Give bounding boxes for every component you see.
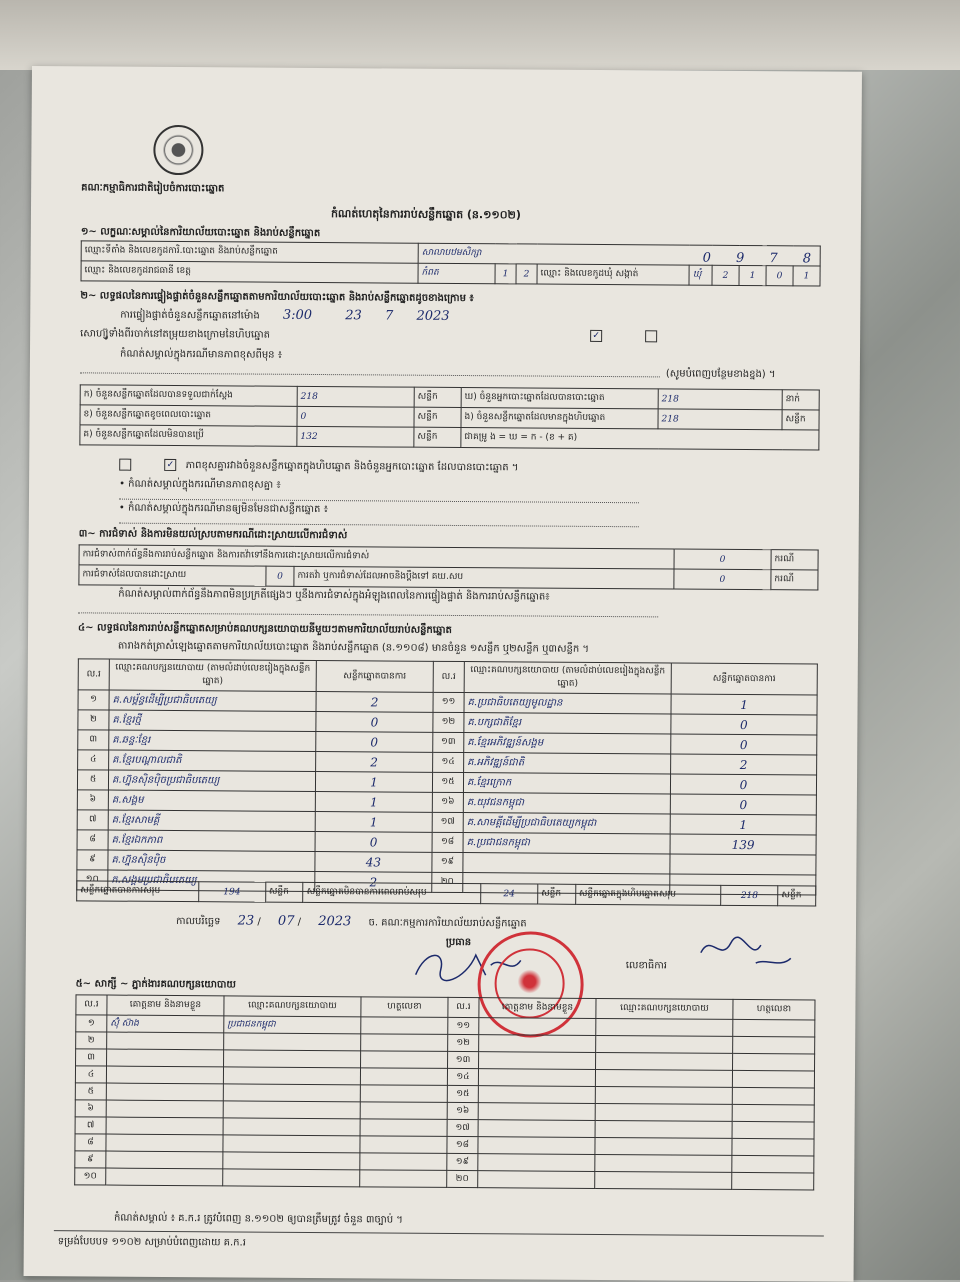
witness-signature (360, 1170, 447, 1188)
section3-note-line (78, 612, 658, 617)
party-name: គ.ប្រជាជនកម្ពុជា (463, 833, 670, 854)
witness-party (595, 1154, 732, 1172)
section2-intro (120, 309, 459, 324)
section1-title: ១~ លក្ខណៈសម្គាល់នៃការិយាល័យបោះឆ្នោត និងរាប់សន្លឹកឆ្នោត (80, 226, 321, 240)
section4-intro: តារាងកត់ត្រាសំឡេងឆ្នោតតាមការិយាល័យបោះឆ្នោត និងរាប់សន្លឹកឆ្នោត (ន.១១០៨) មានចំនួន ១សន្លឹក ឬ២សន្លឹក ឬ៣សន្លឹក ។ (117, 640, 590, 655)
witness-signature (360, 1085, 447, 1103)
bullet2: • កំណត់សម្គាល់ក្នុងករណីមានឲ្យមិនមែនជាសន្លឹកឆ្នោត ៖ (118, 502, 329, 516)
fill-hint: (សូមបំពេញបន្ថែមខាងខ្នង) ។ (665, 368, 776, 381)
code-digit-3: 0 (766, 266, 793, 286)
w-col-party-left: ឈ្មោះគណបក្សនយោបាយ (224, 996, 361, 1017)
w-col-no-right: ល.រ (448, 997, 479, 1017)
row-b-label: ខ) ចំនួនសន្លឹកឆ្នោតខូចពេលបោះឆ្នោត (80, 405, 297, 427)
witness-party (223, 1135, 360, 1153)
party-votes: 2 (315, 871, 432, 892)
w-col-sign-right: ហត្ថលេខា (733, 999, 815, 1020)
witness-name (478, 1154, 595, 1172)
witness-signature (733, 1036, 815, 1054)
witness-name (106, 1134, 223, 1152)
witness-name (478, 1120, 595, 1138)
code-top-row (703, 247, 812, 267)
note-label: កំណត់សម្គាល់ក្នុងករណីមានភាពខុសពីមុន ៖ (119, 348, 283, 361)
party-name: គ.ខ្មែរបណ្ដាលជាតិ (109, 750, 316, 771)
row-c-label: គ) ចំនួនសន្លឹកឆ្នោតដែលមិនបានប្រើ (80, 425, 297, 447)
background-top (0, 0, 960, 70)
objection-row2-unit: ករណី (771, 570, 818, 590)
party-votes: 43 (315, 851, 432, 872)
witness-party (224, 1033, 361, 1051)
total-valid-value: 194 (198, 882, 265, 902)
code-top-2: 9 (735, 250, 745, 266)
code-digit-2: 1 (739, 265, 766, 285)
w-col-name-right: គោត្តនាម និងនាមខ្លួន (479, 998, 596, 1019)
witness-signature (360, 1102, 447, 1120)
witness-signature (360, 1136, 447, 1154)
witness-no: ៤ (75, 1066, 106, 1083)
party-name: គ.ហ្វ៊ុនស៊ិនប៉ិចប្រជាធិបតេយ្យ (108, 770, 315, 791)
party-votes: 0 (315, 831, 432, 852)
w-col-sign-left: ហត្ថលេខា (361, 997, 448, 1018)
party-votes: 2 (671, 754, 817, 775)
footer-note: កំណត់សម្គាល់ ៖ គ.ក.រ ត្រូវបំពេញ ន.១១០២ ឲ្យបានត្រឹមត្រូវ ចំនួន ៣ច្បាប់ ។ (113, 1212, 403, 1226)
witness-name (479, 1018, 596, 1036)
objection-table (78, 544, 818, 590)
witness-no: ១៨ (447, 1136, 478, 1153)
witness-no: ១០ (75, 1168, 106, 1185)
party-name: គ.អភិវឌ្ឍន៍ជាតិ (464, 753, 671, 774)
seal-diff-checkbox[interactable] (645, 330, 657, 342)
match-text: ភាពខុសគ្នារវាងចំនួនសន្លឹកឆ្នោតក្នុងហិបឆ្នោត និងចំនួនអ្នកបោះឆ្នោត ដែលបានបោះឆ្នោត ។ (185, 460, 519, 474)
witness-no: ១២ (448, 1034, 479, 1051)
row-e-label: ង) ចំនួនសន្លឹកឆ្នោតដែលមានក្នុងហិបឆ្នោត (461, 408, 658, 429)
witness-name (479, 1035, 596, 1053)
witness-no: ៧ (75, 1117, 106, 1134)
total-box-label: សន្លឹកឆ្នោតក្នុងហិបឆ្នោតសរុប (575, 884, 721, 905)
party-votes: 1 (315, 791, 432, 812)
witness-no: ១៩ (447, 1153, 478, 1170)
witness-signature (360, 1119, 447, 1137)
party-name: គ.បក្សជាតិខ្មែរ (464, 713, 671, 734)
witness-signature (732, 1070, 814, 1088)
party-no: ១៦ (432, 792, 463, 812)
witness-party (596, 1018, 733, 1036)
objection-row2-label: ការជំទាស់ដែលបានដោះស្រាយ (79, 565, 266, 586)
party-votes: 0 (316, 711, 433, 732)
witness-party (595, 1103, 732, 1121)
party-no: ៤ (78, 750, 109, 770)
witness-no: ៨ (75, 1134, 106, 1151)
party-no: ៨ (77, 830, 108, 850)
col-votes-right: សន្លឹកឆ្នោតបានការ (671, 663, 817, 695)
party-name: គ.ខ្មែរឯកភាព (108, 830, 315, 851)
objection-row1-label: ការជំទាស់ពាក់ព័ន្ធនឹងការរាប់សន្លឹកឆ្នោត និងការតវ៉ាទៅនឹងការដោះស្រាយលើការជំទាស់ (79, 545, 674, 569)
witness-party: ប្រជាជនកម្ពុជា (224, 1016, 361, 1034)
witness-name (107, 1049, 224, 1067)
witness-party (595, 1137, 732, 1155)
party-name: គ.ខ្មែរក្រោក (463, 773, 670, 794)
w-col-party-right: ឈ្មោះគណបក្សនយោបាយ (596, 998, 733, 1019)
total-valid-unit: សន្លឹក (265, 882, 303, 902)
col-no-left: ល.រ (78, 659, 109, 690)
row-e-value: 218 (658, 409, 782, 430)
chair-label: ប្រធាន (445, 936, 472, 949)
national-emblem-logo (153, 125, 203, 175)
total-valid-label: សន្លឹកឆ្នោតបានការសរុប (77, 881, 199, 902)
witness-table (74, 994, 815, 1190)
witness-signature (733, 1053, 815, 1071)
section3-title: ៣~ ការជំទាស់ និងការមិនយល់ស្របតាមករណីដោះស្រាយលើការជំទាស់ (78, 528, 348, 542)
party-no: ១៨ (432, 832, 463, 852)
party-name (463, 853, 670, 874)
section5-title: ៥~ សាក្សី ~ ភ្នាក់ងារគណបក្សនយោបាយ (75, 978, 236, 991)
row-d-unit: នាក់ (782, 390, 819, 410)
witness-no: ២ (76, 1032, 107, 1049)
intro-text: ការផ្ទៀងផ្ទាត់ចំនួនសន្លឹកឆ្នោតនៅម៉ោង (120, 309, 260, 322)
election-form-paper (24, 66, 862, 1282)
party-name: គ.ខ្មែរសាមគ្គី (108, 810, 315, 831)
witness-party (223, 1101, 360, 1119)
witness-no: ១៥ (447, 1085, 478, 1102)
row-a-value: 218 (297, 386, 414, 407)
section4-title: ៤~ លទ្ធផលនៃការរាប់សន្លឹកឆ្នោតសម្រាប់គណបក្សនយោបាយនីមួយៗតាមការិយាល័យរាប់សន្លឹកឆ្នោត (78, 622, 452, 636)
party-no: ១០ (77, 870, 108, 890)
witness-name (478, 1103, 595, 1121)
row-a-unit: សន្លឹក (414, 387, 461, 407)
year-value: 2023 (416, 308, 450, 324)
month-value: 7 (384, 308, 394, 324)
witness-party (223, 1169, 360, 1187)
party-no: ២០ (432, 872, 463, 892)
party-votes: 2 (316, 691, 433, 712)
total-box-unit: សន្លឹក (778, 886, 816, 906)
seal-checkboxes (590, 330, 657, 343)
witness-no: ៩ (75, 1151, 106, 1168)
witness-signature (361, 1034, 448, 1052)
party-name: គ.សាមគ្គីដើម្បីប្រជាធិបតេយ្យកម្ពុជា (463, 813, 670, 834)
date-month: 07 (277, 913, 295, 929)
witness-party (223, 1067, 360, 1085)
secretary-signature (696, 933, 796, 974)
province-code-1: 1 (495, 264, 516, 284)
party-votes: 1 (671, 694, 817, 715)
party-votes: 0 (670, 774, 816, 795)
col-votes-left: សន្លឹកឆ្នោតបានការ (316, 660, 433, 692)
witness-name (478, 1086, 595, 1104)
total-invalid-unit: សន្លឹក (538, 884, 576, 904)
party-votes (670, 854, 816, 875)
party-no: ១ (78, 690, 109, 710)
total-invalid-label: សន្លឹកឆ្នោតមិនបានការពេលរាប់សរុប (303, 882, 481, 903)
witness-name (478, 1171, 595, 1189)
col-party-left: ឈ្មោះគណបក្សនយោបាយ (តាមលំដាប់លេខរៀងក្នុងសន្លឹកឆ្នោត) (109, 659, 316, 691)
row-d-value: 218 (658, 389, 782, 410)
vote-results-table (76, 658, 818, 895)
party-no: ១៧ (432, 812, 463, 832)
place-value: សាលាបឋមសិក្សា (418, 243, 820, 266)
party-no: ៧ (77, 810, 108, 830)
place-label: ឈ្មោះទីតាំង និងលេខកូដការិ.បោះឆ្នោត និងរាប់សន្លឹកឆ្នោត (81, 241, 418, 263)
witness-signature (361, 1051, 448, 1069)
witness-party (223, 1084, 360, 1102)
section3-note: កំណត់សម្គាល់ពាក់ព័ន្ធនឹងភាពមិនប្រក្រតីផ្សេងៗ ឬនឹងការជំទាស់ក្នុងអំឡុងពេលនៃការផ្ទៀងផ្ទាត់ និងការរាប់សន្លឹកឆ្នោត៖ (118, 588, 550, 603)
witness-name (106, 1117, 223, 1135)
total-invalid-value: 24 (481, 884, 538, 904)
province-code-2: 2 (516, 264, 537, 284)
match-no-checkbox[interactable]: ✓ (164, 459, 176, 471)
note-line (80, 372, 660, 377)
party-name: គ.ឆន្ទៈខ្មែរ (109, 730, 316, 751)
party-name: គ.ប្រជាធិបតេយ្យមូលដ្ឋាន (464, 693, 671, 714)
date-row: កាលបរិច្ឆេទ 23 / 07 / 2023 ច. គណៈកម្មការការិយាល័យរាប់សន្លឹកឆ្នោត (175, 913, 527, 930)
witness-no: ១១ (448, 1017, 479, 1034)
objection-row1-unit: ករណី (771, 550, 818, 570)
witness-no: ១៦ (447, 1102, 478, 1119)
party-votes: 0 (316, 731, 433, 752)
w-col-no-left: ល.រ (76, 995, 107, 1015)
committee-sign: ច. គណៈកម្មការការិយាល័យរាប់សន្លឹកឆ្នោត (368, 917, 527, 930)
objection-row1-value: 0 (674, 549, 771, 570)
witness-name (478, 1069, 595, 1087)
bullet2-line (119, 523, 639, 528)
witness-name (478, 1137, 595, 1155)
bullet1: • កំណត់សម្គាល់ក្នុងករណីមានភាពខុសគ្នា ៖ (119, 478, 281, 491)
total-box-value: 218 (721, 885, 778, 905)
row-a-label: ក) ចំនួនសន្លឹកឆ្នោតដែលបានទទួលជាក់ស្តែង (80, 385, 297, 407)
party-no: ១១ (433, 692, 464, 712)
witness-party (224, 1050, 361, 1068)
party-votes: 2 (316, 751, 433, 772)
party-votes: 139 (670, 834, 816, 855)
party-name: គ.យុវជនកម្ពុជា (463, 793, 670, 814)
party-votes: 1 (315, 771, 432, 792)
party-no: ១៩ (432, 852, 463, 872)
w-col-name-left: គោត្តនាម និងនាមខ្លួន (107, 995, 224, 1016)
witness-signature (733, 1019, 815, 1037)
witness-signature (361, 1017, 448, 1035)
date-year: 2023 (318, 914, 352, 930)
witness-signature (732, 1121, 814, 1139)
witness-name (106, 1083, 223, 1101)
witness-signature (732, 1138, 814, 1156)
witness-no: ៦ (75, 1100, 106, 1117)
witness-signature (360, 1068, 447, 1086)
commune-label: ឈ្មោះ និងលេខកូដឃុំ សង្កាត់ (537, 264, 689, 285)
row-e-unit: សន្លឹក (782, 410, 819, 430)
witness-no: ១៤ (447, 1068, 478, 1085)
party-name: គ.ខ្មែរថ្មី (109, 710, 316, 731)
party-votes: 0 (670, 794, 816, 815)
witness-signature (732, 1155, 814, 1173)
party-no: ៩ (77, 850, 108, 870)
row-b-value: 0 (297, 406, 414, 427)
party-no: ១៣ (433, 732, 464, 752)
witness-party (595, 1069, 732, 1087)
row-b-unit: សន្លឹក (414, 407, 461, 427)
witness-party (595, 1171, 732, 1189)
date-label: កាលបរិច្ឆេទ (175, 916, 221, 928)
party-votes: 1 (670, 814, 816, 835)
totals-table (76, 880, 816, 906)
ballot-count-table (79, 384, 819, 450)
row-c-value: 132 (297, 426, 414, 447)
objection-row2b-value: 0 (674, 569, 771, 590)
code-top-1: 0 (702, 250, 712, 266)
party-no: ១២ (433, 712, 464, 732)
footer-form-ref: ទម្រង់បែបបទ ១១០២ សម្រាប់បំពេញដោយ គ.ក.រ (57, 1236, 246, 1249)
code-top-3: 7 (769, 251, 778, 267)
party-no: ៦ (77, 790, 108, 810)
witness-signature (732, 1172, 814, 1190)
province-label: ឈ្មោះ និងលេខកូដរាជធានី ខេត្ត (81, 261, 418, 283)
section2-title: ២~ លទ្ធផលនៃការផ្ទៀងផ្ទាត់ចំនួនសន្លឹកឆ្នោតតាមការិយាល័យបោះឆ្នោត និងរាប់សន្លឹកឆ្នោតដូចខាងក្រោម ៖ (80, 290, 474, 305)
stamp-emblem (517, 966, 543, 996)
witness-party (596, 1052, 733, 1070)
witness-party (595, 1086, 732, 1104)
commune-value: ឃុំ (689, 265, 712, 285)
witness-party (596, 1035, 733, 1053)
party-votes: 0 (671, 734, 817, 755)
party-no: ២ (78, 710, 109, 730)
party-name: គ.ហ្វ៊ុនស៊ិនប៉ិច (108, 850, 315, 871)
objection-row2b-label: ការតវ៉ា ឬការជំទាស់ដែលអាចនិងប្តឹងទៅ គឃ.សប (294, 566, 674, 589)
witness-name (479, 1052, 596, 1070)
row-d-label: ឃ) ចំនួនអ្នកបោះឆ្នោតដែលបានបោះឆ្នោត (461, 388, 658, 409)
party-name: គ.ខ្មែរអភិវឌ្ឍន៍សង្គម (464, 733, 671, 754)
witness-party (223, 1118, 360, 1136)
party-no: ៥ (77, 770, 108, 790)
objection-row2-value: 0 (266, 566, 294, 586)
committee-name: គណៈកម្មាធិការជាតិរៀបចំការបោះឆ្នោត (81, 182, 225, 195)
party-name: គ.សង្គម (108, 790, 315, 811)
party-no: ១៥ (432, 772, 463, 792)
formula: ជាគម្រូ ង = ឃ = ក - (ខ + គ) (461, 428, 819, 450)
footer-divider (54, 1230, 824, 1236)
col-no-right: ល.រ (433, 661, 464, 692)
witness-name: ស៊ុំ ស៊ាង (107, 1015, 224, 1033)
witness-signature (732, 1104, 814, 1122)
party-no: ១៤ (433, 752, 464, 772)
secretary-label: លេខាធិការ (625, 960, 668, 972)
match-row (119, 459, 518, 475)
witness-no: ២០ (447, 1170, 478, 1187)
party-votes: 0 (671, 714, 817, 735)
witness-no: ៣ (76, 1049, 107, 1066)
witness-no: ១៧ (447, 1119, 478, 1136)
col-party-right: ឈ្មោះគណបក្សនយោបាយ (តាមលំដាប់លេខរៀងក្នុងសន្លឹកឆ្នោត) (464, 662, 671, 694)
form-title: កំណត់ហេតុនៃការរាប់សន្លឹកឆ្នោត (ន.១១០២) (330, 207, 521, 222)
code-digit-4: 1 (793, 266, 820, 286)
witness-no: ១ (76, 1015, 107, 1032)
party-no: ៣ (78, 730, 109, 750)
row-c-unit: សន្លឹក (414, 427, 461, 447)
seal-ok-checkbox[interactable]: ✓ (590, 330, 602, 342)
province-value: កំពត (418, 263, 495, 284)
match-yes-checkbox[interactable] (119, 459, 131, 471)
witness-signature (360, 1153, 447, 1171)
witness-party (595, 1120, 732, 1138)
witness-name (106, 1151, 223, 1169)
witness-party (223, 1152, 360, 1170)
witness-signature (732, 1087, 814, 1105)
party-name: គ.សង្គមប្រជាធិបតេយ្យ (108, 870, 315, 891)
witness-name (107, 1032, 224, 1050)
code-top-4: 8 (802, 251, 812, 267)
witness-name (106, 1100, 223, 1118)
party-votes: 1 (315, 811, 432, 832)
seal-text: សោហ្ស៊ូទាំងពីរចាក់នៅតម្រុយខាងក្រោមនៃហិបឆ្នោត (80, 328, 271, 341)
date-day: 23 (237, 913, 255, 929)
party-name: គ.សម្ព័ន្ធដើម្បីប្រជាធិបតេយ្យ (109, 690, 316, 711)
day-value: 23 (345, 308, 362, 324)
witness-no: ១៣ (448, 1051, 479, 1068)
witness-name (106, 1066, 223, 1084)
time-value: 3:00 (282, 307, 313, 323)
witness-name (106, 1168, 223, 1186)
witness-no: ៥ (75, 1083, 106, 1100)
code-digit-1: 2 (712, 265, 739, 285)
